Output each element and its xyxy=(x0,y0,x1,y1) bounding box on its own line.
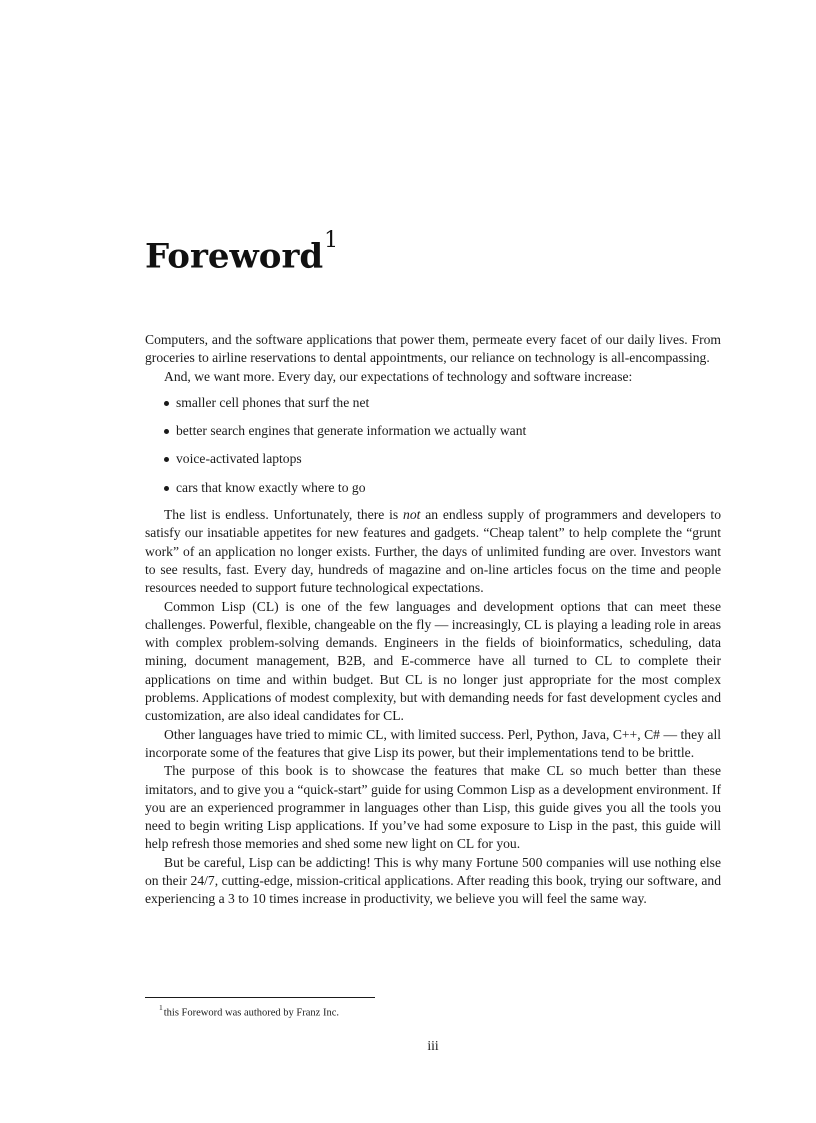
page xyxy=(145,0,721,1123)
page-number: iii xyxy=(427,1038,439,1053)
list-item: better search engines that generate information we actually want xyxy=(164,422,721,440)
list-item: smaller cell phones that surf the net xyxy=(164,394,721,412)
paragraph-other-languages: Other languages have tried to mimic CL, with limited success. Perl, Python, Java, C++, C# — they all incorporate some of the features that give Lisp its power, but their implementations tend to be brittle. xyxy=(145,726,721,760)
paragraph-list-endless xyxy=(145,506,721,597)
paragraph-intro: Computers, and the software applications that power them, permeate every facet of our daily lives. From groceries to airline reservations to dental appointments, our reliance on technology is all-encompassing. xyxy=(145,332,721,366)
title-footnote-marker: 1 xyxy=(324,228,339,253)
body-text xyxy=(145,331,721,909)
emphasis-not: not xyxy=(403,507,421,523)
chapter-title xyxy=(145,228,339,277)
paragraph-purpose: The purpose of this book is to showcase the features that make CL so much better than these imitators, and to give you a “quick-start” guide for using Common Lisp as a development environment. If you are an experienced programmer in languages other than Lisp, this guide gives you all the tools you need to begin writing Lisp applications. If you’ve had some exposure to Lisp in the past, this guide will help refresh those memories and shed some new light on CL for you. xyxy=(145,763,721,852)
footnote xyxy=(159,1002,339,1020)
list-item: voice-activated laptops xyxy=(164,450,721,468)
paragraph-want-more: And, we want more. Every day, our expectations of technology and software increase: xyxy=(164,368,633,384)
footnote-marker: 1 xyxy=(159,1003,163,1012)
chapter-title-text: Foreword xyxy=(145,236,324,277)
paragraph-addicting: But be careful, Lisp can be addicting! This is why many Fortune 500 companies will use nothing else on their 24/7, cutting-edge, mission-critical applications. After reading this book, trying our software, and experiencing a 3 to 10 times increase in productivity, we believe you will feel the same way. xyxy=(145,854,721,907)
paragraph-common-lisp: Common Lisp (CL) is one of the few languages and development options that can meet these challenges. Powerful, flexible, changeable on the fly — increasingly, CL is playing a leading role in areas with complex problem-solving demands. Engineers in the fields of bioinformatics, scheduling, data mining, document management, B2B, and E-commerce have all turned to CL to complete their applications on time and within budget. But CL is no longer just appropriate for the most complex problems. Applications of modest complexity, but with demanding needs for fast development cycles and customization, are also ideal candidates for CL. xyxy=(145,598,721,724)
footnote-rule xyxy=(145,997,375,998)
paragraph-list-endless-rest: an endless supply of programmers and developers to satisfy our insatiable appetites for new features and gadgets. “Cheap talent” to help complete the “grunt work” of an application no longer exists. Further, the days of unlimited funding are over. Investors want to see results, fast. Every day, hundreds of magazine and on-line articles focus on the time and people resources needed to support future technological expectations. xyxy=(145,507,721,596)
expectations-list xyxy=(145,394,721,497)
footnote-text: this Foreword was authored by Franz Inc. xyxy=(163,1007,339,1019)
list-item: cars that know exactly where to go xyxy=(164,479,721,497)
paragraph-list-endless-start: The list is endless. Unfortunately, there is xyxy=(164,507,404,523)
